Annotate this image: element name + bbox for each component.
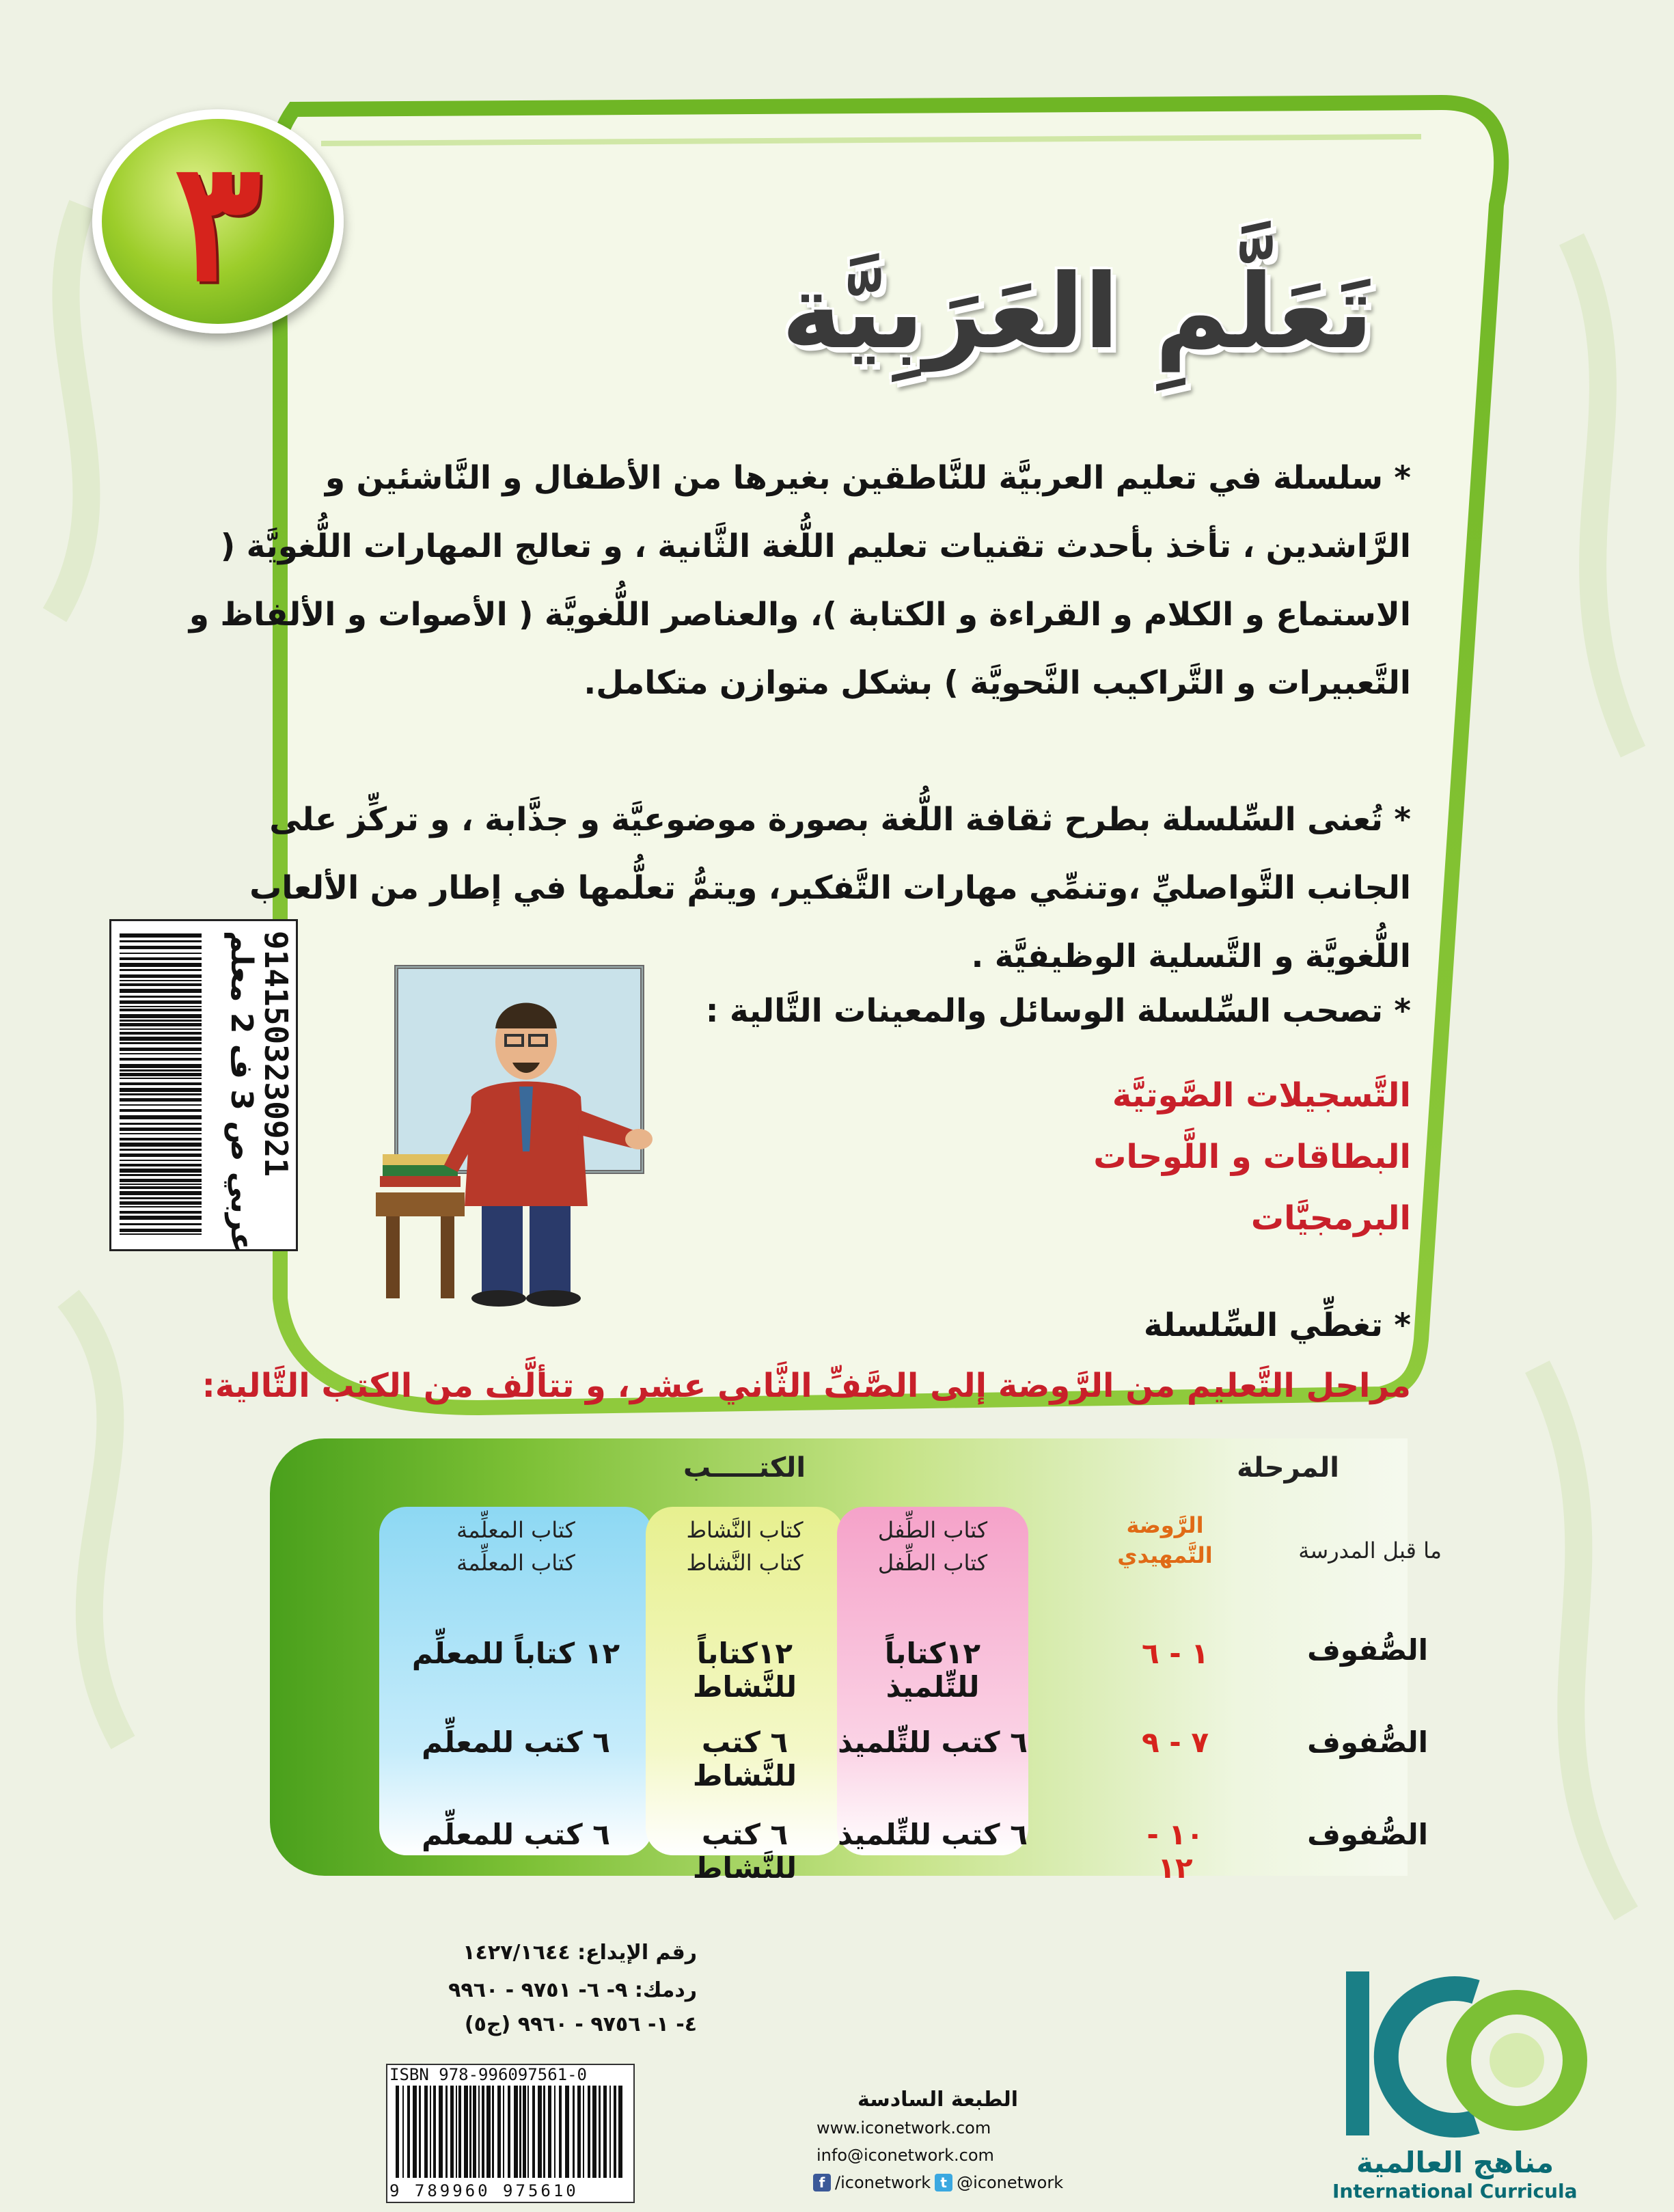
barcode-bar <box>120 1104 202 1106</box>
barcode-bar <box>120 1098 202 1102</box>
aids-heading: * تصحب السِّلسلة الوسائل والمعينات التَّالية : <box>705 992 1411 1030</box>
barcode-bar <box>120 1078 202 1079</box>
barcode-bar <box>120 1082 202 1085</box>
barcode-bar <box>486 2086 491 2178</box>
row-10-12-child: ٦ كتب للتِّلميذ <box>838 1818 1028 1851</box>
barcode-bar <box>120 1179 202 1182</box>
barcode-bar <box>609 2086 611 2178</box>
barcode-bar <box>419 2086 421 2178</box>
twitter-handle[interactable]: @iconetwork <box>957 2173 1064 2192</box>
coverage-heading: * تغطِّي السِّلسلة <box>1143 1307 1411 1344</box>
book-title: تَعَلَّمِ العَرَبِيَّة <box>781 253 1373 372</box>
header-books: الكتـــــب <box>683 1452 806 1484</box>
barcode-bar <box>120 1216 202 1220</box>
barcode-bar <box>120 946 202 949</box>
barcode-bar <box>120 940 202 942</box>
barcode-bar <box>120 1064 202 1068</box>
barcode-bar <box>120 996 202 998</box>
row-1-6-activity: ١٢كتاباً للنَّشاط <box>692 1637 797 1704</box>
barcode-bar <box>439 2086 443 2178</box>
barcode-bar <box>583 2086 584 2178</box>
barcode-bar <box>402 2086 404 2178</box>
grade-badge <box>92 109 344 333</box>
barcode-bar <box>532 2086 535 2178</box>
barcode-bar <box>120 983 202 986</box>
aid-item-audio: التَّسجيلات الصَّوتيَّة <box>1112 1076 1411 1115</box>
barcode-bar <box>458 2086 461 2178</box>
barcode-bar <box>120 933 202 938</box>
barcode-bar <box>120 1211 202 1214</box>
barcode-bar <box>559 2086 562 2178</box>
barcode-bar <box>120 1229 202 1232</box>
barcode-bar <box>120 989 202 993</box>
isbn-barcode <box>393 2086 625 2178</box>
edition: الطبعة السادسة <box>857 2088 1019 2112</box>
barcode-bar <box>592 2086 596 2178</box>
row-preschool-teacher: كتاب المعلِّمة كتاب المعلِّمة <box>456 1517 575 1576</box>
barcode-bar <box>396 2086 399 2178</box>
barcode-bar <box>120 1093 202 1095</box>
barcode-bar <box>120 974 202 978</box>
barcode-bar <box>120 1138 202 1141</box>
barcode-bar <box>120 1149 202 1151</box>
barcode-bar <box>120 1153 202 1157</box>
barcode-bar <box>469 2086 471 2178</box>
row-10-12-stage: الصُّفوف <box>1307 1818 1428 1851</box>
logo-arabic: مناهج العالمية <box>1356 2146 1554 2179</box>
barcode-bar <box>433 2086 436 2178</box>
barcode-bar <box>120 957 202 960</box>
row-preschool-stage: ما قبل المدرسة <box>1298 1538 1442 1564</box>
barcode-bar <box>120 1223 202 1225</box>
aid-item-cards: البطاقات و اللَّوحات <box>1093 1138 1411 1176</box>
barcode-bar <box>120 1160 202 1161</box>
sticker-label: عربي ص 3 ف 2 معلم <box>224 931 259 1253</box>
barcode-bar <box>588 2086 590 2178</box>
barcode-bar <box>548 2086 551 2178</box>
barcode-bar <box>120 1000 202 1004</box>
barcode-bar <box>120 1197 202 1199</box>
barcode-bar <box>120 1115 202 1119</box>
row-7-9-stage: الصُّفوف <box>1307 1725 1428 1759</box>
aid-item-software: البرمجيَّات <box>1250 1199 1411 1238</box>
barcode-bar <box>573 2086 575 2178</box>
barcode-bar <box>618 2086 622 2178</box>
isbn-arabic-2: ٤- ١- ٩٧٥٦ - ٩٩٦٠ (ج٥) <box>464 2012 697 2036</box>
barcode-bar <box>603 2086 607 2178</box>
barcode-bar <box>565 2086 569 2178</box>
barcode-bar <box>120 1069 202 1071</box>
row-10-12-teacher: ٦ كتب للمعلِّم <box>422 1818 610 1851</box>
barcode-bar <box>482 2086 484 2178</box>
barcode-bar <box>523 2086 526 2178</box>
barcode-bar <box>492 2086 494 2178</box>
barcode-bar <box>120 1133 202 1134</box>
barcode-bar <box>120 1169 202 1173</box>
barcode-bar <box>407 2086 410 2178</box>
barcode-bar <box>538 2086 542 2178</box>
twitter-icon[interactable]: t <box>935 2174 952 2191</box>
email-link[interactable]: info@iconetwork.com <box>817 2146 994 2165</box>
barcode-bar <box>614 2086 616 2178</box>
barcode-bar <box>120 1009 202 1011</box>
barcode-bar <box>514 2086 518 2178</box>
barcode-bar <box>120 1123 202 1125</box>
barcode-bar <box>599 2086 601 2178</box>
barcode-bar <box>478 2086 480 2178</box>
barcode-bar <box>120 963 202 967</box>
teacher-illustration <box>355 960 676 1309</box>
barcode-bar <box>120 1028 202 1030</box>
barcode-bar <box>120 1186 202 1189</box>
barcode-sticker <box>109 919 298 1251</box>
barcode-bar <box>445 2086 448 2178</box>
barcode-bar <box>120 953 202 954</box>
barcode-bar <box>120 969 202 971</box>
barcode-bar <box>120 1191 202 1195</box>
barcode-bar <box>413 2086 417 2178</box>
barcode-bar <box>120 1032 202 1035</box>
barcode-bar <box>120 1233 202 1235</box>
row-preschool-grade: الرَّوضة التَّمهيدي <box>1117 1512 1213 1568</box>
sticker-barcode <box>120 931 202 1238</box>
logo-english: International Curricula <box>1332 2180 1578 2202</box>
barcode-bar <box>456 2086 457 2178</box>
isbn-number: 9 789960 975610 <box>389 2181 579 2200</box>
deposit-number: رقم الإيداع: ١٤٢٧/١٦٤٤ <box>463 1941 697 1965</box>
row-7-9-teacher: ٦ كتب للمعلِّم <box>422 1725 610 1759</box>
grade-number: ٣ <box>174 125 262 318</box>
barcode-bar <box>120 980 202 981</box>
barcode-bar <box>497 2086 501 2178</box>
barcode-bar <box>120 1042 202 1044</box>
barcode-bar <box>120 1023 202 1026</box>
intro-paragraph: * سلسلة في تعليم العربيَّة للنَّاطقين بغيرها من الأطفال و النَّاشئين و الرَّاشدين ، تأخذ بأحدث تقنيات تعليم اللُّغة الثَّانية ، و تعالج المهارات اللُّغويَّة ( الاستماع و الكلام و القراءة و الكتابة )، والعناصر اللُّغويَّة ( الأصوات و الألفاظ و التَّعبيرات و التَّراكيب النَّحويَّة ) بشكل متوازن متكامل. <box>189 459 1411 702</box>
barcode-bar <box>430 2086 431 2178</box>
barcode-bar <box>120 1143 202 1147</box>
barcode-bar <box>120 1073 202 1076</box>
barcode-bar <box>424 2086 428 2178</box>
facebook-handle[interactable]: /iconetwork <box>835 2173 931 2192</box>
social-links <box>813 2173 1063 2192</box>
row-7-9-child: ٦ كتب للتِّلميذ <box>838 1725 1028 1759</box>
culture-paragraph: * تُعنى السِّلسلة بطرح ثقافة اللُّغة بصورة موضوعيَّة و جذَّابة ، و تركِّز على الجانب التَّواصليِّ ،وتنمِّي مهارات التَّفكير، ويتمُّ تعلُّمها في إطار من الألعاب اللُّغويَّة و التَّسلية الوظيفيَّة . <box>249 801 1411 975</box>
barcode-bar <box>120 1174 202 1176</box>
barcode-bar <box>508 2086 510 2178</box>
row-1-6-grade: ١ - ٦ <box>1142 1637 1209 1670</box>
barcode-bar <box>120 1164 202 1166</box>
barcode-bar <box>120 1058 202 1061</box>
barcode-bar <box>543 2086 545 2178</box>
barcode-bar <box>577 2086 581 2178</box>
barcode-bar <box>120 1184 202 1185</box>
barcode-bar <box>519 2086 521 2178</box>
row-10-12-activity: ٦ كتب للنَّشاط <box>692 1818 797 1885</box>
barcode-bar <box>120 1128 202 1131</box>
barcode-bar <box>450 2086 454 2178</box>
row-10-12-grade: ١٠ - ١٢ <box>1147 1818 1204 1885</box>
barcode-bar <box>120 1088 202 1092</box>
barcode-bar <box>554 2086 555 2178</box>
row-preschool-child: كتاب الطِّفل كتاب الطِّفل <box>877 1517 988 1576</box>
isbn-arabic-1: ردمك: ٩- ٦- ٩٧٥١ - ٩٩٦٠ <box>448 1978 697 2002</box>
barcode-bar <box>120 1006 202 1007</box>
barcode-bar <box>120 1037 202 1041</box>
barcode-bar <box>120 1048 202 1051</box>
facebook-icon[interactable]: f <box>813 2174 831 2191</box>
row-preschool-activity: كتاب النَّشاط كتاب النَّشاط <box>686 1517 804 1576</box>
barcode-bar <box>120 1053 202 1054</box>
barcode-bar <box>464 2086 468 2178</box>
barcode-bar <box>503 2086 504 2178</box>
barcode-bar <box>120 1206 202 1207</box>
row-7-9-activity: ٦ كتب للنَّشاط <box>692 1725 797 1792</box>
website-link[interactable]: www.iconetwork.com <box>817 2118 991 2138</box>
row-1-6-teacher: ١٢ كتاباً للمعلِّم <box>411 1637 620 1670</box>
barcode-bar <box>120 1201 202 1205</box>
barcode-bar <box>120 1014 202 1018</box>
barcode-bar <box>120 1109 202 1112</box>
row-1-6-child: ١٢كتاباً للتِّلميذ <box>884 1637 981 1704</box>
sticker-code: 9141503230921 <box>258 931 294 1177</box>
header-stage: المرحلة <box>1237 1452 1339 1484</box>
row-1-6-stage: الصُّفوف <box>1307 1633 1428 1667</box>
coverage-stages: مراحل التَّعليم من الرَّوضة إلى الصَّفِّ الثَّاني عشر، و تتألَّف من الكتب التَّالية: <box>202 1367 1411 1405</box>
row-7-9-grade: ٧ - ٩ <box>1142 1725 1209 1759</box>
barcode-bar <box>527 2086 529 2178</box>
barcode-bar <box>120 1020 202 1022</box>
isbn-label: ISBN 978-996097561-0 <box>389 2065 587 2084</box>
barcode-bar <box>473 2086 476 2178</box>
